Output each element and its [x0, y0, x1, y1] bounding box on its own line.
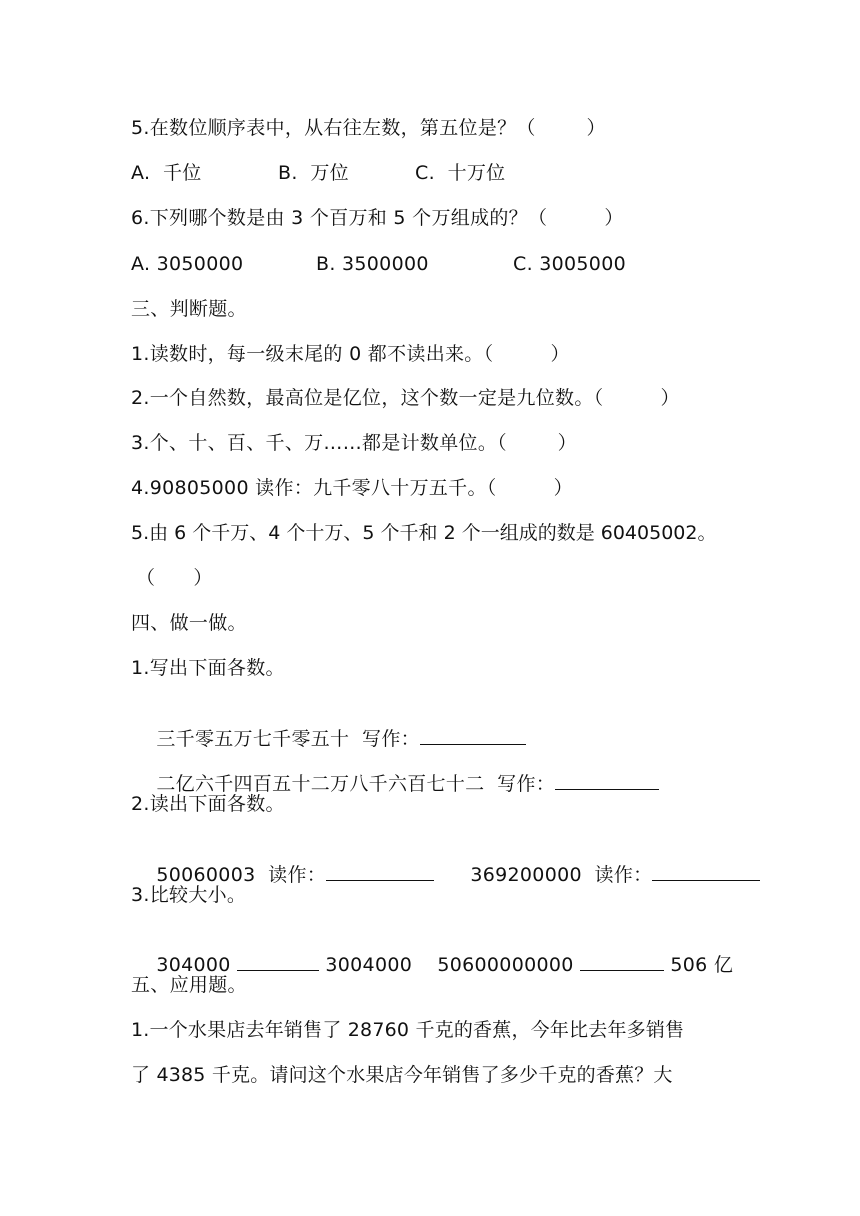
- section-4-title: 四、做一做。: [131, 612, 247, 634]
- judge-item-5-bracket: （ ）: [136, 567, 213, 589]
- judge-item-1: 1.读数时，每一级末尾的 0 都不读出来。（ ）: [131, 343, 570, 365]
- q5-option-a: A. 千位: [131, 162, 202, 184]
- judge-item-4: 4.90805000 读作：九千零八十万五千。（ ）: [131, 477, 573, 499]
- compare-1-left: 304000: [156, 954, 231, 976]
- problem-1-line-1: 1.一个水果店去年销售了 28760 千克的香蕉，今年比去年多销售: [131, 1019, 685, 1041]
- judge-item-2: 2.一个自然数，最高位是亿位，这个数一定是九位数。（ ）: [131, 387, 680, 409]
- q5-option-b: B. 万位: [278, 162, 349, 184]
- write-task-2-label: 二亿六千四百五十二万八千六百七十二 写作：: [156, 773, 556, 795]
- question-6: 6.下列哪个数是由 3 个百万和 5 个万组成的？（ ）: [131, 207, 624, 229]
- compare-answer-blank-1[interactable]: [237, 952, 319, 971]
- q6-option-c: C. 3005000: [513, 253, 626, 275]
- q5-option-c: C. 十万位: [415, 162, 506, 184]
- problem-1-line-2: 了 4385 千克。请问这个水果店今年销售了多少千克的香蕉？大: [131, 1064, 673, 1086]
- read-answer-blank-1[interactable]: [326, 862, 434, 881]
- q6-option-b: B. 3500000: [316, 253, 429, 275]
- q6-option-a: A. 3050000: [131, 253, 244, 275]
- write-subtitle: 1.写出下面各数。: [131, 657, 285, 679]
- question-5: 5.在数位顺序表中，从右往左数，第五位是？（ ）: [131, 117, 606, 139]
- compare-2-right: 506 亿: [670, 954, 734, 976]
- judge-item-5: 5.由 6 个千万、4 个十万、5 个千和 2 个一组成的数是 60405002。: [131, 522, 717, 544]
- write-answer-blank-2[interactable]: [555, 771, 659, 790]
- read-answer-blank-2[interactable]: [652, 862, 760, 881]
- compare-subtitle: 3.比较大小。: [131, 884, 247, 906]
- compare-answer-blank-2[interactable]: [580, 952, 664, 971]
- read-task-2-label: 369200000 读作：: [470, 864, 653, 886]
- compare-2-left: 50600000000: [437, 954, 574, 976]
- section-3-title: 三、判断题。: [131, 298, 247, 320]
- judge-item-3: 3.个、十、百、千、万……都是计数单位。（ ）: [131, 432, 577, 454]
- write-task-1-label: 三千零五万七千零五十 写作：: [156, 728, 420, 750]
- section-5-title: 五、应用题。: [131, 974, 247, 996]
- read-task-1-label: 50060003 读作：: [156, 864, 327, 886]
- read-subtitle: 2.读出下面各数。: [131, 793, 285, 815]
- write-answer-blank-1[interactable]: [420, 726, 526, 745]
- read-task-2: [445, 838, 760, 911]
- compare-1-right: 3004000: [325, 954, 413, 976]
- compare-task-2: [412, 928, 733, 1001]
